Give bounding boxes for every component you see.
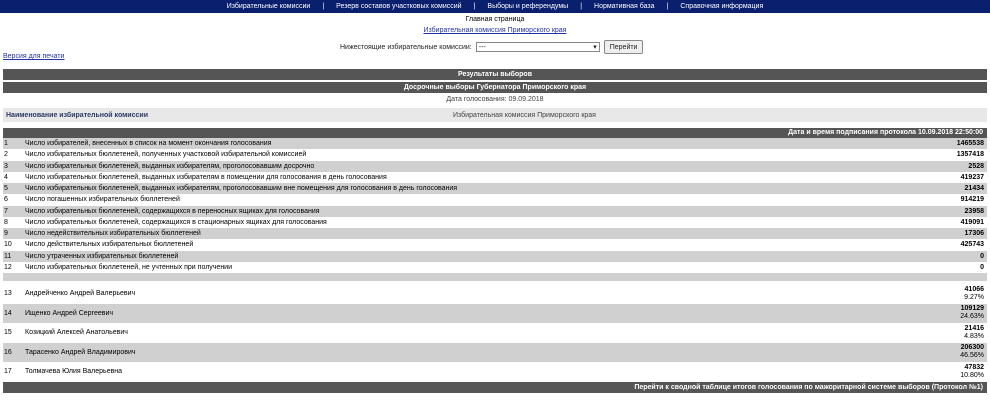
candidate-percent: 46.56%	[960, 352, 984, 360]
table-row	[3, 262, 987, 273]
vote-date	[3, 96, 987, 103]
row-number: 16	[4, 348, 12, 356]
row-value: 0	[980, 252, 984, 260]
row-label: Число действительных избирательных бюллетеней	[25, 241, 194, 249]
table-row	[3, 251, 987, 262]
row-number: 1	[4, 140, 8, 148]
candidate-result	[960, 344, 987, 360]
candidate-name: Тарасенко Андрей Владимирович	[25, 348, 136, 356]
print-version-link[interactable]: Версия для печати	[3, 53, 65, 60]
row-number: 12	[4, 263, 12, 271]
table-row	[3, 194, 987, 205]
candidate-result	[960, 305, 987, 321]
row-number: 13	[4, 290, 12, 298]
subordinate-commissions	[340, 40, 643, 54]
row-number: 3	[4, 162, 8, 170]
candidate-percent: 4.83%	[964, 332, 984, 340]
protocol-rows	[3, 138, 987, 281]
row-value: 21434	[964, 185, 984, 193]
go-button[interactable]: Перейти	[604, 40, 644, 54]
vote-date-value: 09.09.2018	[508, 96, 544, 103]
summary-table-link[interactable]: Перейти к сводной таблице итогов голосования по мажоритарной системе выборов (Протокол №1)	[3, 382, 987, 393]
region-commission-link[interactable]: Избирательная комиссия Приморского края	[423, 27, 567, 34]
row-number: 4	[4, 173, 8, 181]
candidate-name: Козицкий Алексей Анатольевич	[25, 329, 128, 337]
nav-separator: |	[666, 3, 669, 10]
top-nav	[0, 0, 990, 13]
nav-item-commissions[interactable]: Избирательные комиссии	[226, 3, 311, 10]
candidate-name: Ищенко Андрей Сергеевич	[25, 309, 114, 317]
subordinate-selected-value: ---	[478, 43, 486, 51]
subordinate-select[interactable]	[476, 42, 600, 52]
nav-separator: |	[322, 3, 325, 10]
nav-item-elections[interactable]: Выборы и референдумы	[487, 3, 569, 10]
row-number: 5	[4, 185, 8, 193]
candidate-row	[3, 362, 987, 382]
candidate-name: Андрейченко Андрей Валерьевич	[25, 290, 136, 298]
row-label: Число избирательных бюллетеней, выданных избирателям в помещении для голосования в день голосования	[25, 173, 387, 181]
row-value: 23958	[964, 207, 984, 215]
candidate-votes: 206300	[960, 344, 984, 352]
row-label: Число избирательных бюллетеней, содержащихся в стационарных ящиках для голосования	[25, 218, 327, 226]
nav-item-legal-base[interactable]: Нормативная база	[594, 3, 655, 10]
vote-date-label: Дата голосования:	[446, 96, 507, 103]
row-value: 1465538	[956, 140, 984, 148]
commission-name-row	[3, 108, 987, 122]
table-row	[3, 138, 987, 149]
candidate-row	[3, 284, 987, 304]
candidate-row	[3, 304, 987, 324]
main-page-label: Главная страница	[465, 16, 525, 23]
table-row	[3, 183, 987, 194]
candidate-votes: 109129	[960, 305, 984, 313]
row-label: Число избирательных бюллетеней, выданных избирателям, проголосовавшим досрочно	[25, 162, 315, 170]
row-number: 15	[4, 329, 12, 337]
spacer-row	[3, 273, 987, 281]
nav-item-reference[interactable]: Справочная информация	[680, 3, 764, 10]
candidate-percent: 24.63%	[960, 313, 984, 321]
candidate-result	[960, 364, 987, 380]
row-number: 6	[4, 196, 8, 204]
candidate-result	[964, 325, 987, 341]
candidate-votes: 41066	[964, 285, 984, 293]
row-label: Число погашенных избирательных бюллетеней	[25, 196, 180, 204]
row-number: 7	[4, 207, 8, 215]
table-row	[3, 206, 987, 217]
row-label: Число избирательных бюллетеней, не учтенных при получении	[25, 263, 233, 271]
row-label: Число утраченных избирательных бюллетеней	[25, 252, 179, 260]
candidate-row	[3, 323, 987, 343]
row-number: 11	[4, 252, 12, 260]
row-value: 419237	[960, 173, 984, 181]
subordinate-label: Нижестоящие избирательные комиссии:	[340, 43, 472, 51]
table-row	[3, 228, 987, 239]
candidate-percent: 10.80%	[960, 371, 984, 379]
commission-name-label: Наименование избирательной комиссии	[6, 111, 148, 119]
row-number: 2	[4, 151, 8, 159]
table-row	[3, 149, 987, 160]
table-row	[3, 239, 987, 250]
row-value: 2528	[968, 162, 984, 170]
row-value: 1357418	[956, 151, 984, 159]
row-label: Число избирателей, внесенных в список на момент окончания голосования	[25, 140, 272, 148]
commission-name-value: Избирательная комиссия Приморского края	[453, 111, 596, 119]
results-title: Результаты выборов	[3, 69, 987, 80]
table-row	[3, 161, 987, 172]
row-number: 9	[4, 230, 8, 238]
table-row	[3, 217, 987, 228]
protocol-signed-header: Дата и время подписания протокола 10.09.2018 22:50:00	[3, 128, 987, 138]
chevron-down-icon: ▾	[593, 44, 597, 51]
candidate-row	[3, 343, 987, 363]
row-label: Число избирательных бюллетеней, выданных избирателям, проголосовавшим вне помещения для голосования в день голосования	[25, 185, 458, 193]
candidate-votes: 21416	[964, 324, 984, 332]
candidate-percent: 9.27%	[964, 293, 984, 301]
nav-item-reserve[interactable]: Резерв составов участковых комиссий	[336, 3, 462, 10]
table-row	[3, 172, 987, 183]
nav-separator: |	[473, 3, 476, 10]
row-value: 0	[980, 263, 984, 271]
row-number: 17	[4, 368, 12, 376]
row-number: 10	[4, 241, 12, 249]
candidate-name: Толмачева Юлия Валерьевна	[25, 368, 123, 376]
candidate-result	[964, 286, 987, 302]
row-label: Число недействительных избирательных бюллетеней	[25, 230, 201, 238]
row-number: 8	[4, 218, 8, 226]
nav-separator: |	[580, 3, 583, 10]
candidate-votes: 47832	[964, 363, 984, 371]
row-value: 914219	[960, 196, 984, 204]
row-value: 17306	[964, 230, 984, 238]
row-value: 419091	[960, 218, 984, 226]
election-title: Досрочные выборы Губернатора Приморского края	[3, 82, 987, 93]
row-number: 14	[4, 309, 12, 317]
row-value: 425743	[960, 241, 984, 249]
row-label: Число избирательных бюллетеней, содержащихся в переносных ящиках для голосования	[25, 207, 320, 215]
row-label: Число избирательных бюллетеней, полученных участковой избирательной комиссией	[25, 151, 307, 159]
candidate-rows	[3, 284, 987, 382]
